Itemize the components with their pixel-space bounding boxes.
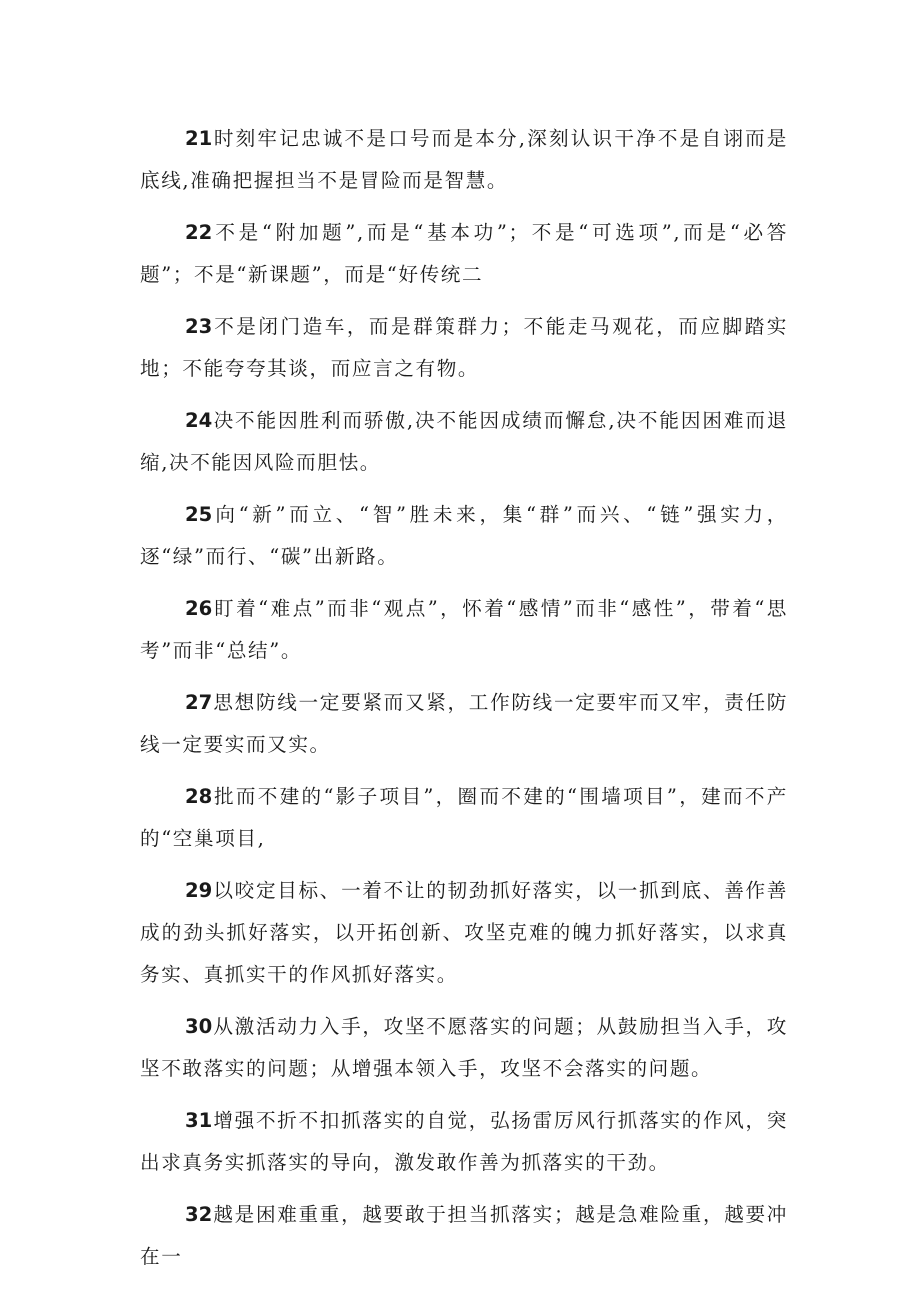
paragraph-number: 27 xyxy=(185,691,213,714)
paragraph-21 xyxy=(140,118,788,202)
paragraph-23 xyxy=(140,306,788,390)
paragraph-text: 以咬定目标、一着不让的韧劲抓好落实，以一抓到底、善作善成的劲头抓好落实，以开拓创新、攻坚克难的魄力抓好落实，以求真务实、真抓实干的作风抓好落实。 xyxy=(140,879,788,986)
document-body xyxy=(140,118,788,1288)
paragraph-number: 23 xyxy=(185,315,213,338)
paragraph-26 xyxy=(140,588,788,672)
paragraph-text: 盯着“难点”而非“观点”，怀着“感情”而非“感性”，带着“思考”而非“总结”。 xyxy=(140,597,788,662)
paragraph-24 xyxy=(140,400,788,484)
paragraph-text: 从激活动力入手，攻坚不愿落实的问题；从鼓励担当入手，攻坚不敢落实的问题；从增强本领入手，攻坚不会落实的问题。 xyxy=(140,1015,788,1080)
paragraph-30 xyxy=(140,1006,788,1090)
paragraph-text: 越是困难重重，越要敢于担当抓落实；越是急难险重，越要冲在一 xyxy=(140,1203,788,1268)
paragraph-22 xyxy=(140,212,788,296)
paragraph-text: 批而不建的“影子项目”，圈而不建的“围墙项目”，建而不产的“空巢项目, xyxy=(140,785,788,850)
paragraph-text: 向“新”而立、“智”胜未来，集“群”而兴、“链”强实力，逐“绿”而行、“碳”出新路。 xyxy=(140,503,788,568)
paragraph-text: 决不能因胜利而骄傲,决不能因成绩而懈怠,决不能因困难而退缩,决不能因风险而胆怯。 xyxy=(140,409,788,474)
paragraph-number: 29 xyxy=(185,879,213,902)
paragraph-number: 30 xyxy=(185,1015,213,1038)
paragraph-text: 思想防线一定要紧而又紧，工作防线一定要牢而又牢，责任防线一定要实而又实。 xyxy=(140,691,788,756)
paragraph-number: 25 xyxy=(185,503,213,526)
paragraph-29 xyxy=(140,870,788,996)
paragraph-text: 增强不折不扣抓落实的自觉，弘扬雷厉风行抓落实的作风，突出求真务实抓落实的导向，激发敢作善为抓落实的干劲。 xyxy=(140,1109,788,1174)
paragraph-text: 不是“附加题”,而是“基本功”；不是“可选项”,而是“必答题”；不是“新课题”，而是“好传统二 xyxy=(140,221,788,286)
paragraph-32 xyxy=(140,1194,788,1278)
paragraph-text: 时刻牢记忠诚不是口号而是本分,深刻认识干净不是自诩而是底线,准确把握担当不是冒险而是智慧。 xyxy=(140,127,788,192)
paragraph-31 xyxy=(140,1100,788,1184)
paragraph-number: 24 xyxy=(185,409,213,432)
paragraph-number: 22 xyxy=(185,221,213,244)
paragraph-text: 不是闭门造车，而是群策群力；不能走马观花，而应脚踏实地；不能夸夸其谈，而应言之有物。 xyxy=(140,315,788,380)
paragraph-27 xyxy=(140,682,788,766)
paragraph-number: 28 xyxy=(185,785,213,808)
paragraph-number: 21 xyxy=(185,127,213,150)
paragraph-number: 32 xyxy=(185,1203,213,1226)
paragraph-number: 31 xyxy=(185,1109,213,1132)
paragraph-25 xyxy=(140,494,788,578)
paragraph-number: 26 xyxy=(185,597,213,620)
paragraph-28 xyxy=(140,776,788,860)
